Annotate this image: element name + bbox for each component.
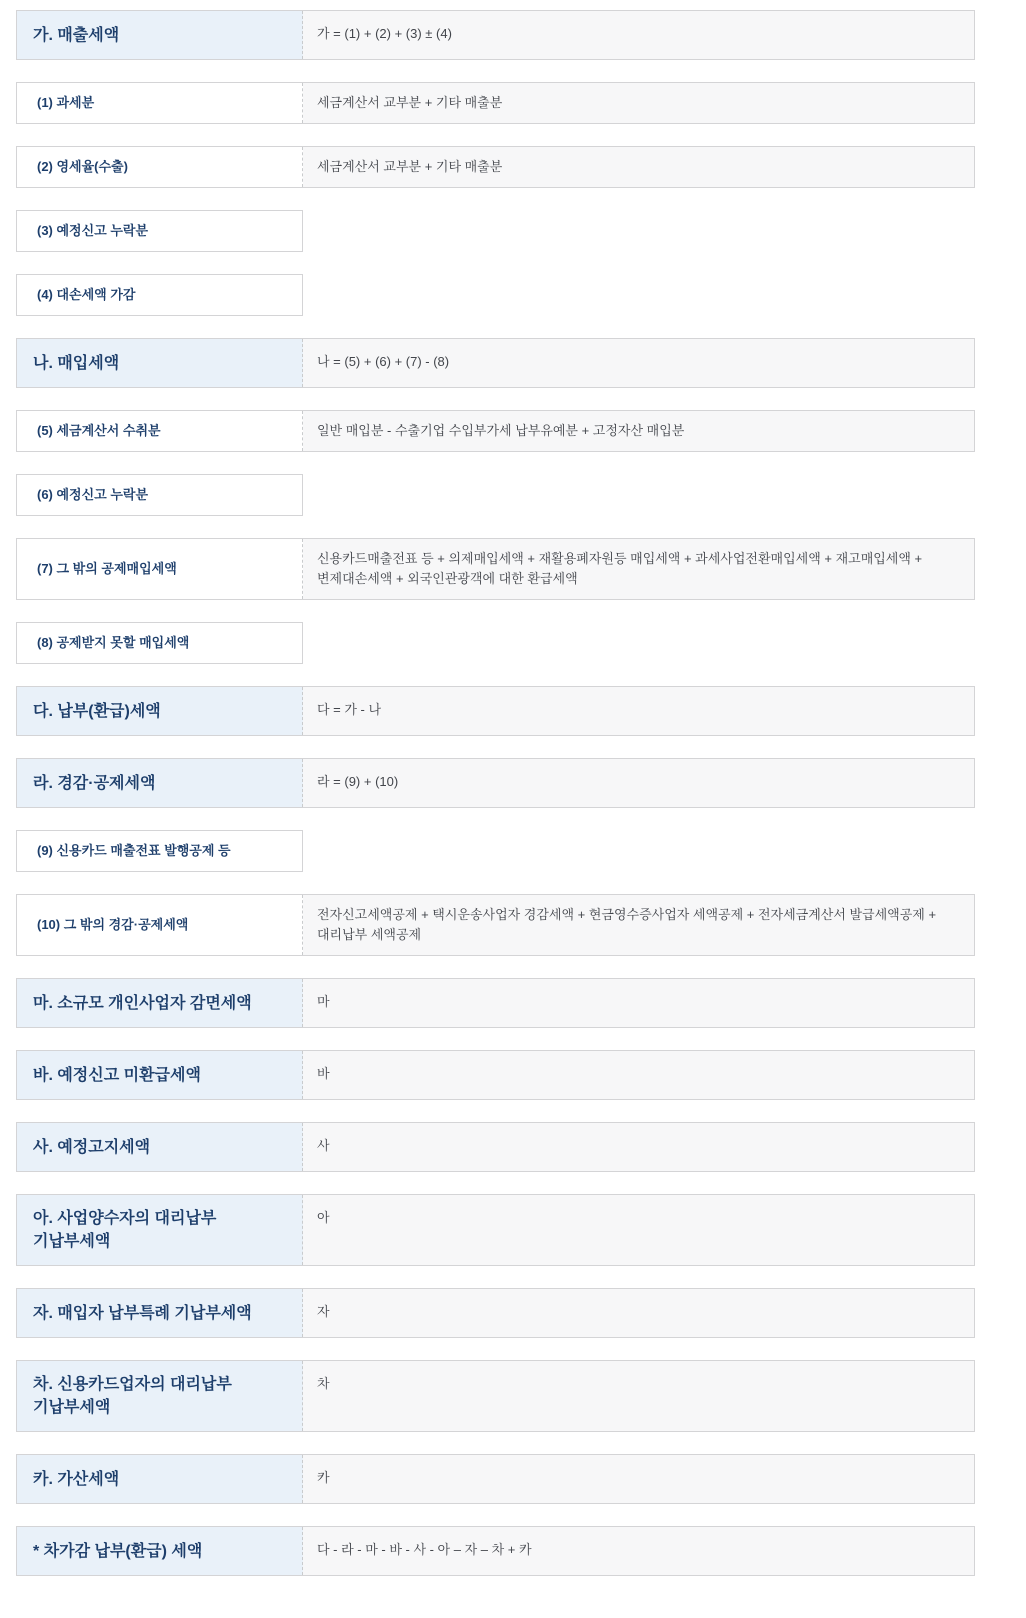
row-label: 차. 신용카드업자의 대리납부 기납부세액: [17, 1361, 303, 1431]
table-row: [16, 338, 975, 388]
row-label: 마. 소규모 개인사업자 감면세액: [17, 979, 303, 1027]
row-label: 라. 경감·공제세액: [17, 759, 303, 807]
table-row: [16, 758, 975, 808]
row-label: (10) 그 밖의 경감·공제세액: [17, 895, 303, 955]
table-row: [16, 146, 975, 188]
table-row: [16, 410, 975, 452]
table-row: [16, 1454, 975, 1504]
row-label: (4) 대손세액 가감: [17, 275, 302, 315]
row-description: 자: [317, 1304, 330, 1319]
row-label: 아. 사업양수자의 대리납부 기납부세액: [17, 1195, 303, 1265]
table-row: [16, 274, 303, 316]
row-description: 일반 매입분 - 수출기업 수입부가세 납부유예분 + 고정자산 매입분: [317, 423, 685, 438]
table-row: [16, 978, 975, 1028]
table-row: [16, 1526, 975, 1576]
row-label: 나. 매입세액: [17, 339, 303, 387]
table-row: [16, 1122, 975, 1172]
row-description: 바: [317, 1066, 330, 1081]
table-row: [16, 1288, 975, 1338]
table-row: [16, 1360, 975, 1432]
table-row: [16, 474, 303, 516]
row-label: (1) 과세분: [17, 83, 303, 123]
row-description: 차: [317, 1376, 330, 1391]
row-description: 다 = 가 - 나: [317, 702, 382, 717]
row-label: (2) 영세율(수출): [17, 147, 303, 187]
row-label: 카. 가산세액: [17, 1455, 303, 1503]
row-description: 전자신고세액공제 + 택시운송사업자 경감세액 + 현금영수증사업자 세액공제 + 전자세금계산서 발급세액공제 + 대리납부 세액공제: [317, 907, 937, 942]
row-description: 카: [317, 1470, 330, 1485]
table-row: [16, 622, 303, 664]
table-row: [16, 686, 975, 736]
table-row: [16, 1194, 975, 1266]
row-description: 다 - 라 - 마 - 바 - 사 - 아 – 자 – 차 + 카: [317, 1542, 532, 1557]
table-row: [16, 82, 975, 124]
row-description: 라 = (9) + (10): [317, 774, 399, 789]
row-description: 세금계산서 교부분 + 기타 매출분: [317, 95, 503, 110]
table-row: [16, 10, 975, 60]
row-label: (5) 세금계산서 수취분: [17, 411, 303, 451]
row-label: 자. 매입자 납부특례 기납부세액: [17, 1289, 303, 1337]
row-label: 가. 매출세액: [17, 11, 303, 59]
table-row: [16, 894, 975, 956]
row-description: 사: [317, 1138, 330, 1153]
row-label: (6) 예정신고 누락분: [17, 475, 302, 515]
row-label: 사. 예정고지세액: [17, 1123, 303, 1171]
table-row: [16, 1050, 975, 1100]
row-label: 바. 예정신고 미환급세액: [17, 1051, 303, 1099]
row-description: 세금계산서 교부분 + 기타 매출분: [317, 159, 503, 174]
row-label: * 차가감 납부(환급) 세액: [17, 1527, 303, 1575]
row-label: 다. 납부(환급)세액: [17, 687, 303, 735]
vat-formula-table: [16, 10, 1026, 1576]
row-label: (8) 공제받지 못할 매입세액: [17, 623, 302, 663]
table-row: [16, 830, 303, 872]
row-label: (3) 예정신고 누락분: [17, 211, 302, 251]
row-description: 마: [317, 994, 330, 1009]
row-description: 나 = (5) + (6) + (7) - (8): [317, 354, 450, 369]
table-row: [16, 538, 975, 600]
row-description: 신용카드매출전표 등 + 의제매입세액 + 재활용폐자원등 매입세액 + 과세사업전환매입세액 + 재고매입세액 + 변제대손세액 + 외국인관광객에 대한 환급세액: [317, 551, 923, 586]
row-label: (9) 신용카드 매출전표 발행공제 등: [17, 831, 302, 871]
table-row: [16, 210, 303, 252]
row-label: (7) 그 밖의 공제매입세액: [17, 539, 303, 599]
row-description: 가 = (1) + (2) + (3) ± (4): [317, 26, 452, 41]
row-description: 아: [317, 1210, 330, 1225]
